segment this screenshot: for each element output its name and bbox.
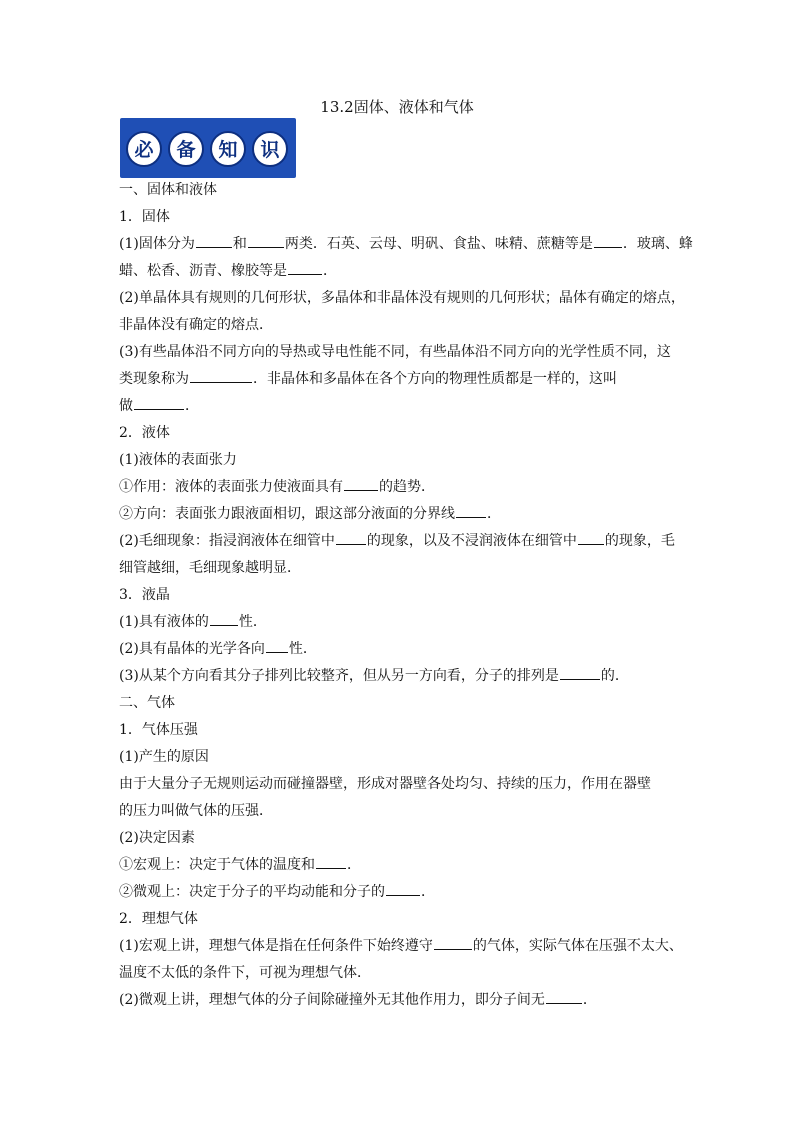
line-text: (1)宏观上讲，理想气体是指在任何条件下始终遵守: [119, 938, 433, 954]
text-line-p1b: [119, 258, 684, 285]
banner-char: 备: [176, 139, 196, 161]
line-text: ．非晶体和多晶体在各个方向的物理性质都是一样的，这叫: [253, 371, 617, 387]
line-text: ．玻璃、蜂: [622, 236, 693, 252]
text-line-p4: [119, 447, 684, 474]
fill-in-blank[interactable]: [594, 231, 622, 248]
text-line-p10: [119, 663, 684, 690]
text-line-p12a: [119, 771, 684, 798]
text-line-sec1: [119, 177, 684, 204]
text-line-p7a: [119, 528, 684, 555]
line-text: 非晶体没有确定的熔点．: [119, 317, 273, 333]
text-line-s5: [119, 906, 684, 933]
text-line-sec2: [119, 690, 684, 717]
fill-in-blank[interactable]: [336, 528, 366, 545]
line-text: 的现象，以及不浸润液体在细管中: [366, 533, 577, 549]
line-text: (2)单晶体具有规则的几何形状，多晶体和非晶体没有规则的几何形状；晶体有确定的熔点，: [119, 290, 685, 306]
line-text: 的气体，实际气体在压强不太大、: [472, 938, 683, 954]
text-line-p5: [119, 474, 684, 501]
line-text: ．: [487, 506, 501, 522]
fill-in-blank[interactable]: [196, 231, 232, 248]
line-text: (1)液体的表面张力: [119, 452, 237, 468]
knowledge-banner-graphic: [120, 118, 296, 178]
line-text: (1)产生的原因: [119, 749, 209, 765]
banner-char: 必: [134, 139, 154, 161]
line-text: 和: [232, 236, 247, 252]
text-line-p2b: [119, 312, 684, 339]
text-line-p12b: [119, 798, 684, 825]
document-body: [119, 177, 693, 1014]
line-text: 两类．石英、云母、明矾、食盐、味精、蔗糖等是: [284, 236, 593, 252]
line-text: 3．液晶: [119, 587, 170, 603]
banner-char: 识: [260, 139, 280, 161]
line-text: 2．理想气体: [119, 911, 198, 927]
line-text: ①作用：液体的表面张力使液面具有: [119, 479, 343, 495]
text-line-p2a: [119, 285, 684, 312]
line-text: 一、固体和液体: [119, 182, 217, 198]
fill-in-blank[interactable]: [578, 528, 604, 545]
text-line-p14: [119, 852, 684, 879]
fill-in-blank[interactable]: [434, 933, 472, 950]
line-text: 的．: [600, 668, 629, 684]
text-line-p3b: [119, 366, 684, 393]
fill-in-blank[interactable]: [344, 474, 378, 491]
line-text: 1．气体压强: [119, 722, 198, 738]
text-line-p11: [119, 744, 684, 771]
line-text: 细管越细，毛细现象越明显．: [119, 560, 301, 576]
line-text: 2．液体: [119, 425, 170, 441]
text-line-p7b: [119, 555, 684, 582]
text-line-p1a: [119, 231, 693, 258]
text-line-p8: [119, 609, 684, 636]
line-text: (1)固体分为: [119, 236, 195, 252]
text-line-p15: [119, 879, 684, 906]
line-text: (2)具有晶体的光学各向: [119, 641, 265, 657]
text-line-p17: [119, 987, 684, 1014]
line-text: 的现象，毛: [604, 533, 675, 549]
line-text: 由于大量分子无规则运动而碰撞器壁，形成对器壁各处均匀、持续的压力，作用在器壁: [119, 776, 651, 792]
fill-in-blank[interactable]: [288, 258, 322, 275]
line-text: 性．: [238, 614, 267, 630]
line-text: (3)从某个方向看其分子排列比较整齐，但从另一方向看，分子的排列是: [119, 668, 559, 684]
banner-char: 知: [218, 139, 238, 161]
line-text: 的趋势．: [379, 479, 435, 495]
line-text: ．: [582, 992, 597, 1008]
line-text: ．: [185, 398, 199, 414]
line-text: (2)决定因素: [119, 830, 195, 846]
line-text: ②微观上：决定于分子的平均动能和分子的: [119, 884, 385, 900]
line-text: (3)有些晶体沿不同方向的导热或导电性能不同，有些晶体沿不同方向的光学性质不同，这: [119, 344, 671, 360]
text-line-p16a: [119, 933, 684, 960]
line-text: 性．: [288, 641, 317, 657]
fill-in-blank[interactable]: [266, 636, 288, 653]
text-line-s3: [119, 582, 684, 609]
knowledge-banner-logo: [120, 118, 296, 178]
fill-in-blank[interactable]: [316, 852, 346, 869]
line-text: ．: [323, 263, 337, 279]
text-line-p6: [119, 501, 684, 528]
text-line-p3c: [119, 393, 684, 420]
line-text: (2)微观上讲，理想气体的分子间除碰撞外无其他作用力，即分子间无: [119, 992, 545, 1008]
text-line-p16b: [119, 960, 684, 987]
line-text: 1．固体: [119, 209, 170, 225]
line-text: 类现象称为: [119, 371, 189, 387]
line-text: (1)具有液体的: [119, 614, 209, 630]
fill-in-blank[interactable]: [546, 987, 582, 1004]
line-text: ②方向：表面张力跟液面相切，跟这部分液面的分界线: [119, 506, 455, 522]
fill-in-blank[interactable]: [386, 879, 420, 896]
line-text: 做: [119, 398, 133, 414]
document-title: 13.2固体、液体和气体: [320, 98, 474, 116]
line-text: ①宏观上：决定于气体的温度和: [119, 857, 315, 873]
line-text: 二、气体: [119, 695, 175, 711]
text-line-s2: [119, 420, 684, 447]
fill-in-blank[interactable]: [560, 663, 600, 680]
line-text: ．: [347, 857, 361, 873]
fill-in-blank[interactable]: [210, 609, 238, 626]
text-line-p3a: [119, 339, 684, 366]
fill-in-blank[interactable]: [134, 393, 184, 410]
fill-in-blank[interactable]: [248, 231, 284, 248]
text-line-s4: [119, 717, 684, 744]
text-line-p9: [119, 636, 684, 663]
line-text: 温度不太低的条件下，可视为理想气体．: [119, 965, 371, 981]
fill-in-blank[interactable]: [456, 501, 486, 518]
fill-in-blank[interactable]: [190, 366, 252, 383]
line-text: (2)毛细现象：指浸润液体在细管中: [119, 533, 335, 549]
line-text: ．: [421, 884, 435, 900]
text-line-s1: [119, 204, 684, 231]
line-text: 蜡、松香、沥青、橡胶等是: [119, 263, 287, 279]
text-line-p13: [119, 825, 684, 852]
line-text: 的压力叫做气体的压强．: [119, 803, 273, 819]
